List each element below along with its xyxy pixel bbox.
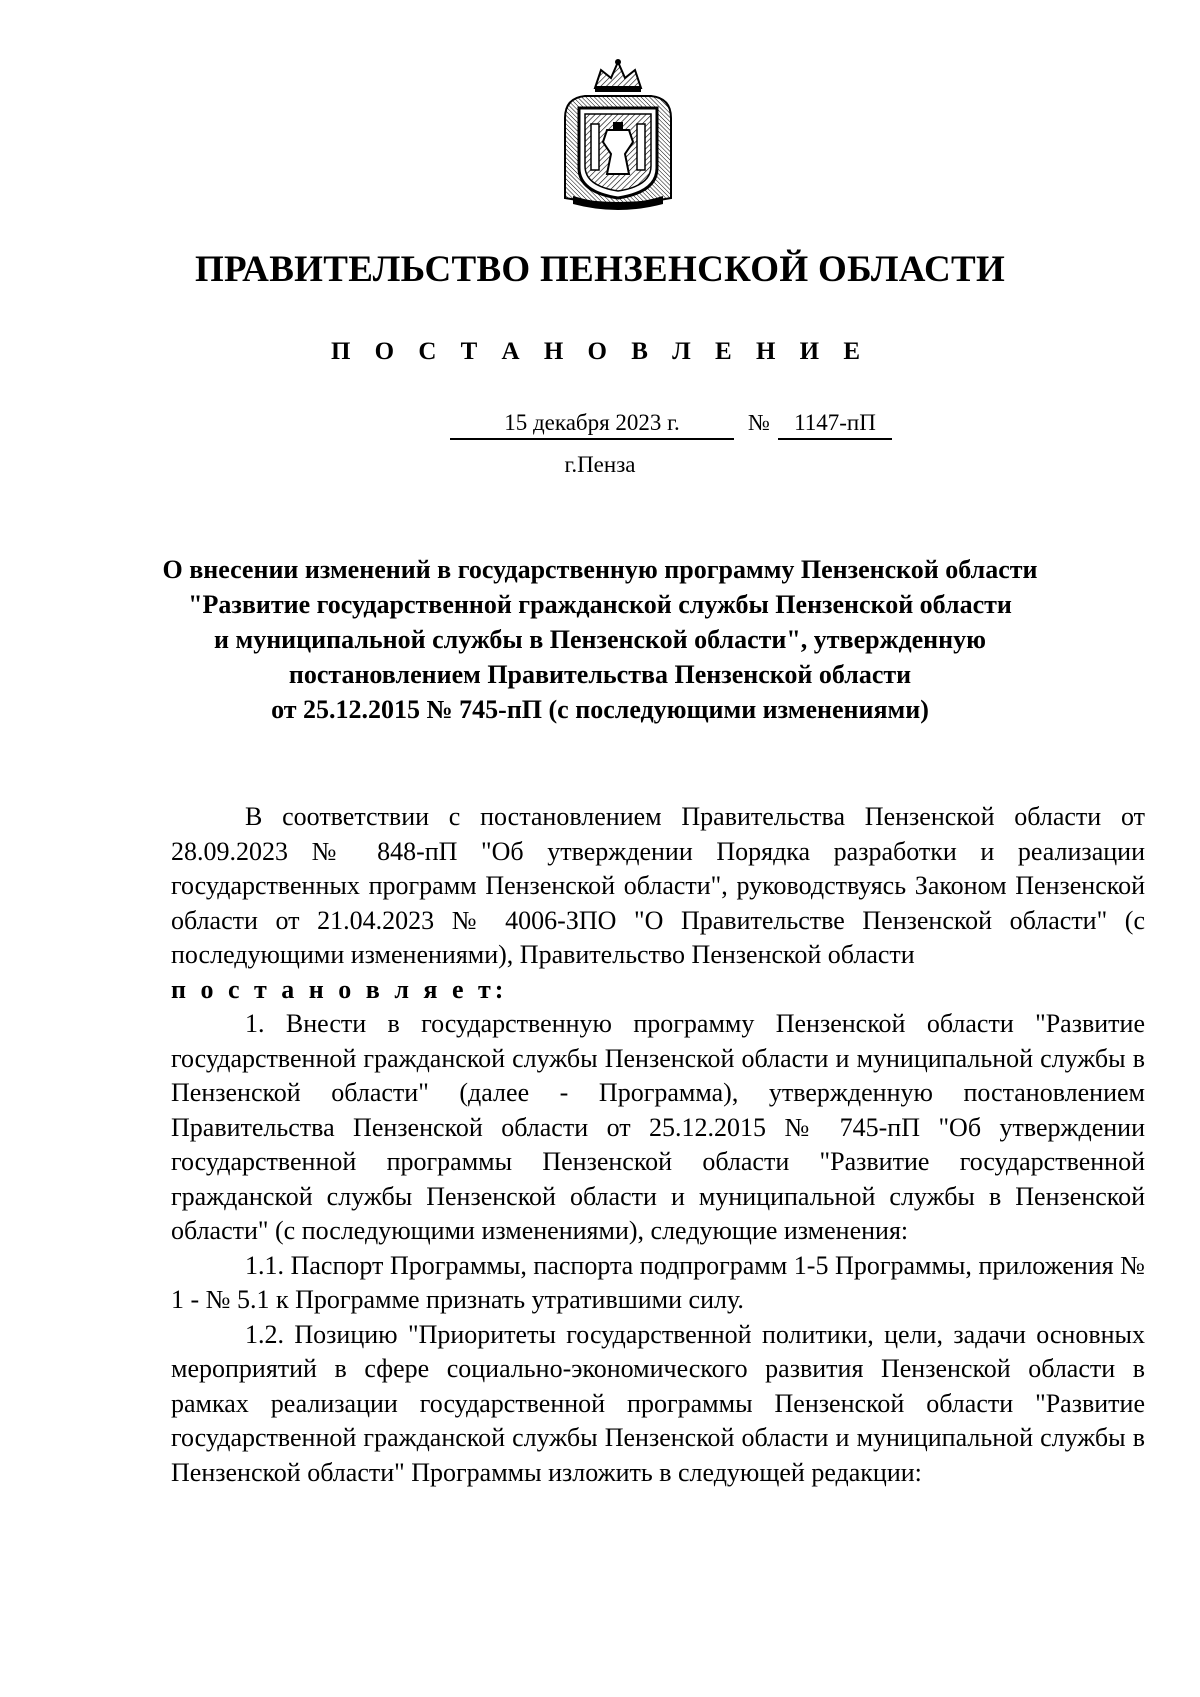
- document-date: 15 декабря 2023 г.: [450, 410, 734, 440]
- government-title: ПРАВИТЕЛЬСТВО ПЕНЗЕНСКОЙ ОБЛАСТИ: [194, 249, 1006, 290]
- clause-1-2: 1.2. Позицию "Приоритеты государственной политики, цели, задачи основных мероприятий в сфере социально-экономического развития Пензенской области в рамках реализации государственной программы Пензенской области "Развитие государственной гражданской службы Пензенской области и муниципальной службы в Пензенской области" Программы изложить в следующей редакции:: [171, 1319, 1145, 1487]
- document-body: [171, 800, 1145, 1490]
- subject-line: О внесении изменений в государственную программу Пензенской области: [162, 555, 1038, 584]
- document-type: П О С Т А Н О В Л Е Н И Е: [330, 338, 870, 365]
- document-subject: [150, 552, 1050, 727]
- resolves-word: п о с т а н о в л я е т:: [171, 974, 508, 1004]
- number-sign: №: [748, 410, 770, 435]
- subject-line: "Развитие государственной гражданской службы Пензенской области: [188, 590, 1012, 619]
- clause-1: 1. Внести в государственную программу Пензенской области "Развитие государственной гражданской службы Пензенской области и муниципальной службы в Пензенской области" (далее - Программа), утвержденную постановлением Правительства Пензенской области от 25.12.2015 № 745-пП "Об утверждении государственной программы Пензенской области "Развитие государственной гражданской службы Пензенской области и муниципальной службы в Пензенской области" (с последующими изменениями), следующие изменения:: [171, 1009, 1145, 1245]
- document-number: 1147-пП: [778, 410, 892, 440]
- subject-line: от 25.12.2015 № 745-пП (с последующими изменениями): [271, 695, 929, 724]
- coat-of-arms-emblem-icon: [555, 58, 681, 210]
- subject-line: постановлением Правительства Пензенской области: [288, 660, 912, 689]
- date-number-line: [0, 410, 1200, 442]
- document-city: г.Пенза: [564, 452, 636, 477]
- clause-1-1: 1.1. Паспорт Программы, паспорта подпрограмм 1-5 Программы, приложения № 1 - № 5.1 к Программе признать утратившими силу.: [171, 1250, 1145, 1314]
- preamble-paragraph: В соответствии с постановлением Правительства Пензенской области от 28.09.2023 № 848-пП "Об утверждении Порядка разработки и реализации государственных программ Пензенской области", руководствуясь Законом Пензенской области от 21.04.2023 № 4006-ЗПО "О Правительстве Пензенской области" (с последующими изменениями), Правительство Пензенской области: [171, 802, 1145, 969]
- subject-line: и муниципальной службы в Пензенской области", утвержденную: [214, 625, 986, 654]
